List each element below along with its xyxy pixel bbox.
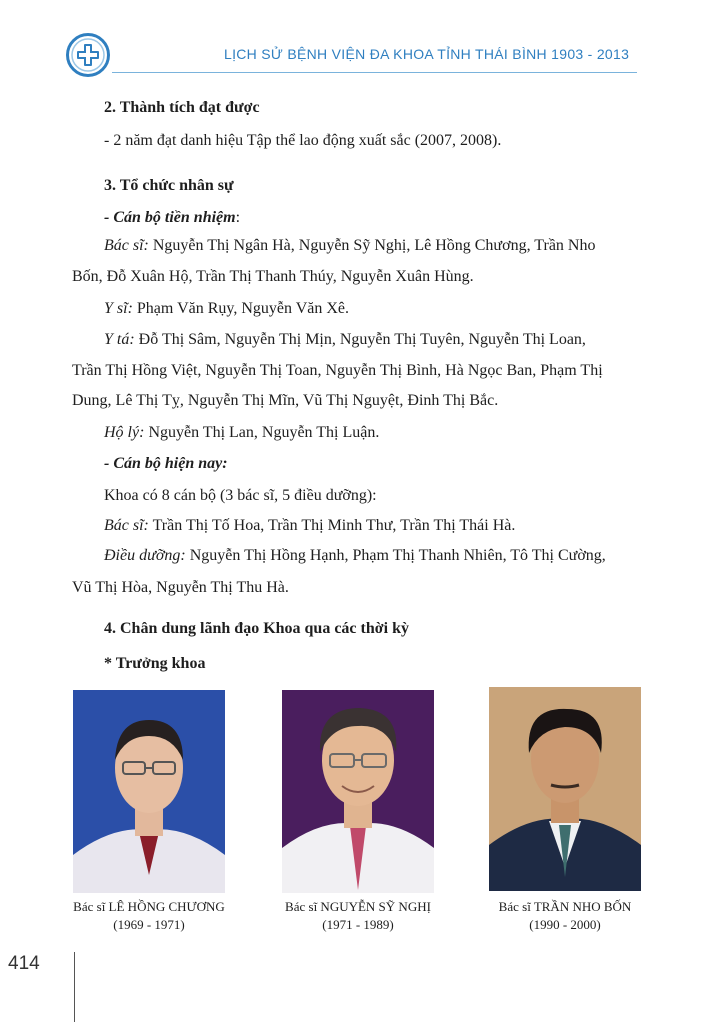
portrait-name-3: Bác sĩ TRẦN NHO BỐN: [498, 899, 632, 914]
section-2-heading: 2. Thành tích đạt được: [104, 99, 260, 116]
portrait-years-2: (1971 - 1989): [322, 917, 394, 932]
former-nurses-line-3: Dung, Lê Thị Tỵ, Nguyễn Thị Mĩn, Vũ Thị Nguyệt, Đinh Thị Bắc.: [72, 392, 499, 409]
portrait-caption-1: [39, 898, 259, 934]
portrait-photo-3: [489, 687, 641, 891]
former-doctors-line-2: Bốn, Đỗ Xuân Hộ, Trần Thị Thanh Thúy, Nguyễn Xuân Hùng.: [72, 268, 474, 285]
current-staff-label: - Cán bộ hiện nay:: [104, 455, 228, 472]
section-3-heading: 3. Tổ chức nhân sự: [104, 177, 234, 194]
portrait-name-2: Bác sĩ NGUYỄN SỸ NGHỊ: [285, 899, 431, 914]
section-2-line: - 2 năm đạt danh hiệu Tập thể lao động xuất sắc (2007, 2008).: [104, 132, 502, 149]
hospital-cross-logo-icon: [66, 33, 110, 77]
former-nurses-line-1: Y tá: Đỗ Thị Sâm, Nguyễn Thị Mịn, Nguyễn Thị Tuyên, Nguyễn Thị Loan,: [104, 331, 586, 348]
section-4-subheading: * Trưởng khoa: [104, 655, 206, 672]
portrait-photo-1: [73, 690, 225, 893]
current-staff-summary: Khoa có 8 cán bộ (3 bác sĩ, 5 điều dưỡng):: [104, 487, 377, 504]
section-4-heading: 4. Chân dung lãnh đạo Khoa qua các thời kỳ: [104, 620, 409, 637]
former-nurses-line-2: Trần Thị Hồng Việt, Nguyễn Thị Toan, Nguyễn Thị Bình, Hà Ngọc Ban, Phạm Thị: [72, 362, 603, 379]
running-header-title: LỊCH SỬ BỆNH VIỆN ĐA KHOA TỈNH THÁI BÌNH 1903 - 2013: [224, 46, 630, 62]
page-number: 414: [8, 953, 40, 974]
header-rule: [112, 72, 637, 73]
portrait-photo-2: [282, 690, 434, 893]
former-doctors-line-1: Bác sĩ: Nguyễn Thị Ngân Hà, Nguyễn Sỹ Nghị, Lê Hồng Chương, Trần Nho: [104, 237, 596, 254]
current-nurses-line-1: Điều dưỡng: Nguyễn Thị Hồng Hạnh, Phạm Thị Thanh Nhiên, Tô Thị Cường,: [104, 547, 606, 564]
former-assistants-line: Y sĩ: Phạm Văn Rụy, Nguyễn Văn Xê.: [104, 300, 350, 317]
page-number-divider: [74, 952, 75, 1022]
portrait-name-1: Bác sĩ LÊ HỒNG CHƯƠNG: [73, 899, 225, 914]
current-doctors-line: Bác sĩ: Trần Thị Tố Hoa, Trần Thị Minh Thư, Trần Thị Thái Hà.: [104, 517, 516, 534]
portrait-caption-2: [248, 898, 468, 934]
portrait-years-3: (1990 - 2000): [529, 917, 601, 932]
portrait-years-1: (1969 - 1971): [113, 917, 185, 932]
former-orderlies-line: Hộ lý: Nguyễn Thị Lan, Nguyễn Thị Luận.: [104, 424, 380, 441]
former-staff-label: - Cán bộ tiền nhiệm:: [104, 209, 241, 226]
portrait-caption-3: [455, 898, 675, 934]
current-nurses-line-2: Vũ Thị Hòa, Nguyễn Thị Thu Hà.: [72, 579, 289, 596]
